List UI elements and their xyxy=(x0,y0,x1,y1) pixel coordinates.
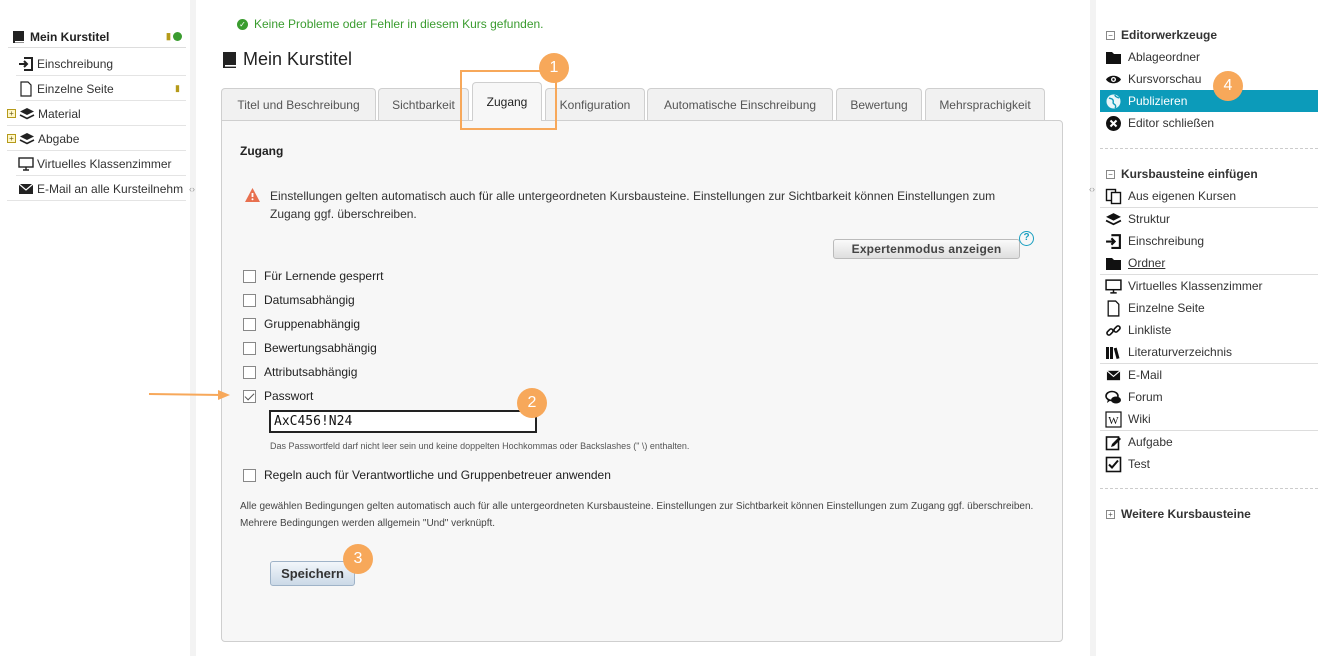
password-input[interactable] xyxy=(269,410,537,433)
expand-icon[interactable]: + xyxy=(7,134,16,143)
insert-test[interactable] xyxy=(1100,453,1318,475)
wiki-icon xyxy=(1105,411,1122,428)
lock-icon: ▮ xyxy=(166,31,171,41)
warning-text: Einstellungen gelten automatisch auch für alle untergeordneten Kursbausteine. Einstellungen zur Sichtbarkeit können Einstellungen zum Zugang ggf. überschreiben. xyxy=(270,189,996,221)
checkbox-row[interactable] xyxy=(243,468,611,482)
tool-ablageordner[interactable] xyxy=(1100,46,1318,68)
page-icon xyxy=(18,81,34,97)
tool-label: Publizieren xyxy=(1128,94,1188,108)
globe-icon xyxy=(1105,93,1122,110)
warning-icon xyxy=(244,187,261,203)
insert-label: Wiki xyxy=(1128,412,1151,426)
check-circle-icon: ✓ xyxy=(237,19,248,30)
more-header[interactable] xyxy=(1106,507,1251,521)
checkbox-fuer-lernende-gesperrt[interactable] xyxy=(243,270,256,283)
tab-automatische-einschreibung[interactable] xyxy=(647,88,833,120)
insert-label: Ordner xyxy=(1128,256,1166,270)
insert-aus-eigenen-kursen[interactable] xyxy=(1100,185,1318,207)
tool-label: Editor schließen xyxy=(1128,116,1215,130)
layers-icon xyxy=(1105,211,1122,228)
checkbox-row[interactable] xyxy=(243,389,313,403)
resize-handle-icon: ‹› xyxy=(189,184,195,194)
tab-mehrsprachigkeit[interactable] xyxy=(925,88,1045,120)
tree-item-virtuelles-klassenzimmer[interactable] xyxy=(16,152,186,176)
tree-item-label: Material xyxy=(38,106,81,121)
tab-label: Zugang xyxy=(486,95,528,109)
chat-icon xyxy=(1105,389,1122,406)
tree-item-label: Virtuelles Klassenzimmer xyxy=(37,156,172,171)
checkbox-row[interactable] xyxy=(243,293,355,307)
enter-icon xyxy=(18,56,34,72)
insert-header[interactable] xyxy=(1106,167,1258,181)
insert-label: Forum xyxy=(1128,390,1163,404)
section-title: Kursbausteine einfügen xyxy=(1121,167,1258,181)
svg-text:W: W xyxy=(1108,414,1119,427)
tab-highlight-box xyxy=(460,70,557,130)
copy-icon xyxy=(1105,188,1122,205)
page-title xyxy=(222,49,352,70)
checkbox-label: Für Lernende gesperrt xyxy=(264,269,384,283)
annotation-badge-2: 2 xyxy=(517,388,547,418)
insert-label: Einschreibung xyxy=(1128,234,1205,248)
tree-item-email[interactable] xyxy=(7,177,186,201)
layers-icon xyxy=(19,131,35,147)
insert-linkliste[interactable] xyxy=(1100,319,1318,341)
annotation-arrow-icon xyxy=(148,389,232,401)
insert-virtuelles-klassenzimmer[interactable] xyxy=(1100,275,1318,297)
panel-heading: Zugang xyxy=(240,144,284,158)
tool-editor-schliessen[interactable] xyxy=(1100,112,1318,134)
insert-label: Linkliste xyxy=(1128,323,1172,337)
folder-icon xyxy=(1105,50,1122,65)
close-circle-icon xyxy=(1105,115,1122,132)
insert-label: Aufgabe xyxy=(1128,435,1173,449)
link-icon xyxy=(1105,322,1122,339)
tool-publizieren[interactable] xyxy=(1100,90,1318,112)
annotation-badge-4: 4 xyxy=(1213,71,1243,101)
insert-label: Struktur xyxy=(1128,212,1171,226)
annotation-badge-3: 3 xyxy=(343,544,373,574)
insert-label: Virtuelles Klassenzimmer xyxy=(1128,279,1263,293)
success-text: Keine Probleme oder Fehler in diesem Kurs gefunden. xyxy=(254,17,544,31)
tree-item-label: Einzelne Seite xyxy=(37,81,114,96)
tab-label: Sichtbarkeit xyxy=(392,97,455,112)
checkbox-row[interactable] xyxy=(243,317,360,331)
tree-item-label: Einschreibung xyxy=(37,56,114,71)
insert-label: Einzelne Seite xyxy=(1128,301,1205,315)
tab-konfiguration[interactable] xyxy=(545,88,645,120)
checkbox-passwort[interactable] xyxy=(243,390,256,403)
insert-wiki[interactable] xyxy=(1100,408,1318,430)
section-title: Weitere Kursbausteine xyxy=(1121,507,1251,521)
lock-icon: ▮ xyxy=(175,83,180,93)
book-icon xyxy=(222,51,238,69)
editor-tools-header[interactable] xyxy=(1106,28,1217,42)
tab-sichtbarkeit[interactable] xyxy=(378,88,469,120)
collapse-icon: − xyxy=(1106,31,1115,40)
mail-icon xyxy=(18,181,34,197)
section-title: Editorwerkzeuge xyxy=(1121,28,1218,42)
insert-label: Aus eigenen Kursen xyxy=(1128,189,1237,203)
checkbox-gruppenabhaengig[interactable] xyxy=(243,318,256,331)
save-button[interactable]: Speichern xyxy=(270,561,355,586)
help-icon[interactable]: ? xyxy=(1019,231,1034,246)
checkbox-label: Bewertungsabhängig xyxy=(264,341,377,355)
checkbox-label: Datumsabhängig xyxy=(264,293,355,307)
edit-icon xyxy=(1105,434,1122,451)
success-message xyxy=(237,17,544,31)
checkbox-attributsabhaengig[interactable] xyxy=(243,366,256,379)
insert-literaturverzeichnis[interactable] xyxy=(1100,341,1318,363)
tab-label: Titel und Beschreibung xyxy=(237,97,360,112)
tab-label: Automatische Einschreibung xyxy=(663,97,817,112)
enter-icon xyxy=(1105,233,1122,250)
expand-icon: + xyxy=(1106,510,1115,519)
insert-forum[interactable] xyxy=(1100,386,1318,408)
tree-item-einschreibung[interactable] xyxy=(16,52,186,76)
resize-handle-icon: ‹› xyxy=(1089,184,1095,194)
insert-label: Literaturverzeichnis xyxy=(1128,345,1233,359)
insert-label: Test xyxy=(1128,457,1151,471)
checkbox-icon xyxy=(1105,456,1122,473)
tab-label: Konfiguration xyxy=(559,97,631,112)
insert-label: E-Mail xyxy=(1128,368,1163,382)
password-hint: Das Passwortfeld darf nicht leer sein und keine doppelten Hochkommas oder Backslashes (" \) enthalten. xyxy=(270,441,690,451)
divider xyxy=(1100,488,1318,489)
insert-aufgabe[interactable] xyxy=(1100,431,1318,453)
book-icon xyxy=(12,30,26,44)
page-title-text: Mein Kurstitel xyxy=(243,49,353,69)
checkbox-row[interactable] xyxy=(243,365,357,379)
tree-item-label: E-Mail an alle Kursteilnehm xyxy=(37,181,184,196)
tool-kursvorschau[interactable] xyxy=(1100,68,1318,90)
expand-icon[interactable]: + xyxy=(7,109,16,118)
expert-mode-button[interactable]: Expertenmodus anzeigen xyxy=(833,239,1020,259)
checkbox-regeln-verantwortliche[interactable] xyxy=(243,469,256,482)
ok-check-icon xyxy=(173,32,182,41)
checkbox-bewertungsabhaengig[interactable] xyxy=(243,342,256,355)
checkbox-row[interactable] xyxy=(243,341,377,355)
tree-root-course[interactable] xyxy=(8,26,186,48)
tree-item-abgabe[interactable] xyxy=(7,127,186,151)
eye-icon xyxy=(1105,72,1122,87)
checkbox-label: Gruppenabhängig xyxy=(264,317,361,331)
tool-label: Ablageordner xyxy=(1128,50,1201,64)
tab-titel-beschreibung[interactable] xyxy=(221,88,376,120)
divider xyxy=(1100,148,1318,149)
collapse-icon: − xyxy=(1106,170,1115,179)
layers-icon xyxy=(19,106,35,122)
tab-bewertung[interactable] xyxy=(836,88,922,120)
mail-icon xyxy=(1105,368,1122,383)
insert-struktur[interactable] xyxy=(1100,208,1318,230)
tree-item-einzelne-seite[interactable] xyxy=(16,77,186,101)
tab-label: Bewertung xyxy=(850,97,908,112)
insert-einzelne-seite[interactable] xyxy=(1100,297,1318,319)
right-resizer[interactable] xyxy=(1090,0,1096,656)
checkbox-label: Passwort xyxy=(264,389,314,403)
page-icon xyxy=(1105,300,1122,317)
tab-label: Mehrsprachigkeit xyxy=(939,97,1031,112)
tree-item-material[interactable] xyxy=(7,102,186,126)
checkbox-label: Attributsabhängig xyxy=(264,365,358,379)
annotation-badge-1: 1 xyxy=(539,53,569,83)
folder-icon xyxy=(1105,256,1122,271)
tool-label: Kursvorschau xyxy=(1128,72,1202,86)
tree-item-label: Abgabe xyxy=(38,131,80,146)
insert-email[interactable] xyxy=(1100,364,1318,386)
insert-ordner[interactable] xyxy=(1100,252,1318,274)
checkbox-label: Regeln auch für Verantwortliche und Gruppenbetreuer anwenden xyxy=(264,468,611,482)
checkbox-row[interactable] xyxy=(243,269,383,283)
checkbox-datumsabhaengig[interactable] xyxy=(243,294,256,307)
books-icon xyxy=(1105,345,1122,360)
tree-root-label: Mein Kurstitel xyxy=(30,29,110,44)
conditions-note: Alle gewählen Bedingungen gelten automatisch auch für alle untergeordneten Kursbausteine. Einstellungen zur Sichtbarkeit können Einstellungen zum Zugang ggf. überschreiben. Mehrere Bedingungen werden allgemein "Und" verknüpft. xyxy=(240,501,1034,529)
monitor-icon xyxy=(18,156,34,172)
monitor-icon xyxy=(1105,278,1122,295)
left-resizer[interactable] xyxy=(190,0,196,656)
insert-einschreibung[interactable] xyxy=(1100,230,1318,252)
